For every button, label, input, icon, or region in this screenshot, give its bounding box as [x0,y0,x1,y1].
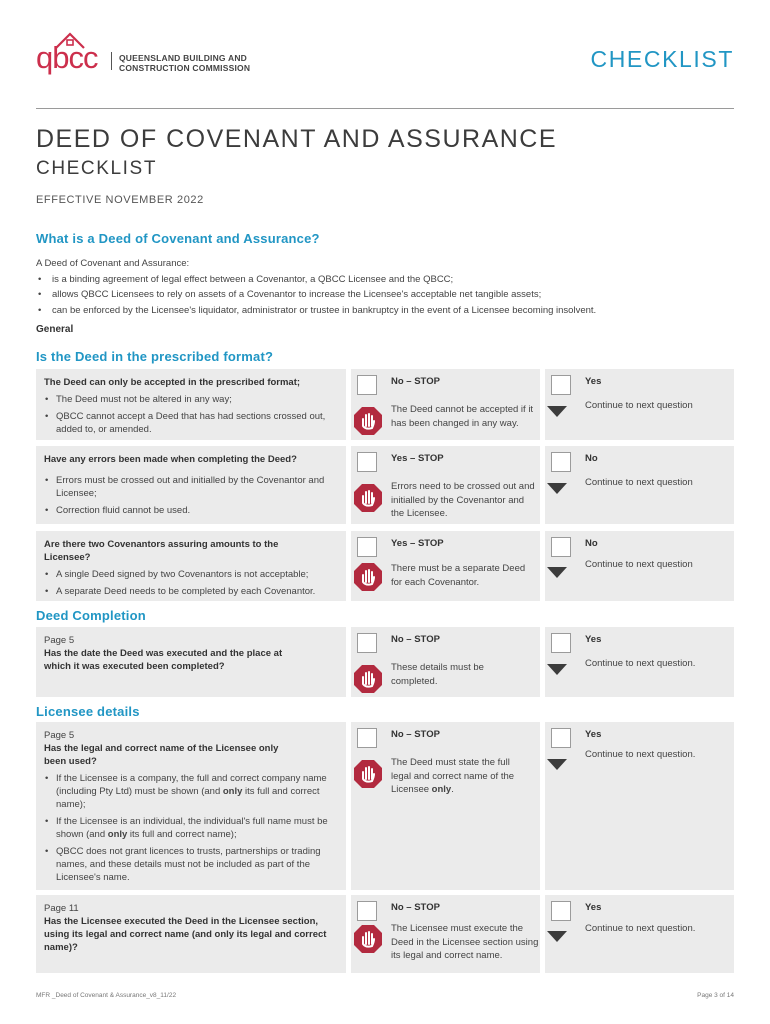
stop-text: There must be a separate Deed for each Covenantor. [391,563,526,588]
stop-checkbox[interactable] [357,537,377,557]
stop-text-start: The Deed must state the full legal and correct name of the Licensee [391,757,515,795]
stop-option [351,895,540,973]
stop-label: Yes – STOP [391,538,444,549]
stop-hand-icon [354,665,382,693]
continue-option [545,369,734,440]
intro-heading: What is a Deed of Covenant and Assurance? [36,231,320,246]
stop-hand-icon [354,407,382,435]
effective-date: EFFECTIVE NOVEMBER 2022 [36,194,204,206]
arrow-down-icon [547,931,567,942]
continue-text: Continue to next question [585,400,693,411]
arrow-down-icon [547,567,567,578]
checklist-row [36,531,734,601]
checklist-row [36,446,734,524]
stop-text: The Licensee must execute the Deed in the Licensee section using its legal and correct name. [391,923,539,961]
stop-hand-icon [354,760,382,788]
question-bullet [44,815,338,841]
question-bullet: • QBCC does not grant licences to trusts, partnerships or trading names, and these details must not be included as part of the Licensee's name. [44,845,338,884]
document-subtitle: CHECKLIST [36,158,158,179]
continue-checkbox[interactable] [551,633,571,653]
stop-option [351,722,540,890]
bullet-emphasis: only [222,786,243,797]
stop-text-emphasis: only [431,784,452,795]
stop-hand-icon [354,484,382,512]
stop-text [391,756,526,797]
continue-checkbox[interactable] [551,375,571,395]
continue-label: Yes [585,376,602,387]
question-bullet: • Errors must be crossed out and initialled by the Covenantor and Licensee; [44,474,338,500]
general-label: General [36,324,74,335]
checklist-row [36,895,734,973]
arrow-down-icon [547,759,567,770]
intro-lead: A Deed of Covenant and Assurance: [36,258,190,269]
continue-checkbox[interactable] [551,901,571,921]
continue-option [545,627,734,697]
stop-text-end: . [451,784,454,795]
page-reference: Page 11 [44,903,79,914]
section-heading-completion: Deed Completion [36,608,146,623]
question-bullet: • QBCC cannot accept a Deed that has had sections crossed out, added to, or amended. [44,410,338,436]
page-header [36,30,734,80]
continue-label: Yes [585,729,602,740]
stop-option [351,369,540,440]
question-cell [36,531,346,601]
intro-bullet: • allows QBCC Licensees to rely on assets of a Covenantor to increase the Licensee's acceptable net tangible assets; [36,287,736,303]
intro-body [36,256,736,318]
continue-text: Continue to next question [585,477,693,488]
continue-option [545,722,734,890]
question-bullet: • The Deed must not be altered in any way; [44,393,338,406]
checklist-row [36,369,734,440]
stop-label: No – STOP [391,729,440,740]
question-text: Has the date the Deed was executed and the place at which it was executed been completed? [44,648,283,672]
section-heading-licensee: Licensee details [36,704,140,719]
stop-checkbox[interactable] [357,633,377,653]
question-cell [36,446,346,524]
continue-label: No [585,453,598,464]
continue-text: Continue to next question. [585,658,696,669]
intro-list [36,272,736,319]
question-text: Has the Licensee executed the Deed in the Licensee section, using its legal and correct name (and only its legal and correct name)? [44,916,327,953]
continue-label: Yes [585,634,602,645]
bullet-text-end: its full and correct name); [127,829,237,840]
bullet-emphasis: only [107,829,128,840]
header-divider [36,108,734,109]
arrow-down-icon [547,664,567,675]
bullet-text-end: its full and correct name); [56,786,320,810]
stop-checkbox[interactable] [357,901,377,921]
question-bullet: • Correction fluid cannot be used. [44,504,338,517]
stop-text: The Deed cannot be accepted if it has been changed in any way. [391,404,534,429]
document-title: DEED OF COVENANT AND ASSURANCE [36,125,558,153]
continue-option [545,895,734,973]
stop-hand-icon [354,563,382,591]
stop-option [351,627,540,697]
checklist-row [36,722,734,890]
continue-label: Yes [585,902,602,913]
question-cell [36,722,346,890]
continue-option [545,446,734,524]
stop-checkbox[interactable] [357,375,377,395]
page-reference: Page 5 [44,635,75,646]
logo-line-2: CONSTRUCTION COMMISSION [119,63,251,73]
continue-checkbox[interactable] [551,728,571,748]
footer-document-id: MFR _Deed of Covenant & Assurance_v8_11/22 [36,992,177,999]
question-cell [36,627,346,697]
question-text: Has the legal and correct name of the Licensee only been used? [44,743,279,767]
stop-checkbox[interactable] [357,728,377,748]
section-heading-format: Is the Deed in the prescribed format? [36,349,274,364]
stop-option [351,531,540,601]
stop-hand-icon [354,925,382,953]
footer-page-number: Page 3 of 14 [697,992,734,999]
question-bullet: • A single Deed signed by two Covenantors is not acceptable; [44,568,338,581]
intro-bullet: • can be enforced by the Licensee's liquidator, administrator or trustee in bankruptcy in the event of a Licensee becoming insolvent. [36,303,736,319]
stop-option [351,446,540,524]
question-bullet: • A separate Deed needs to be completed by each Covenantor. [44,585,338,598]
continue-checkbox[interactable] [551,452,571,472]
continue-text: Continue to next question [585,559,693,570]
checklist-tag: CHECKLIST [590,46,734,72]
continue-option [545,531,734,601]
stop-label: No – STOP [391,902,440,913]
arrow-down-icon [547,406,567,417]
continue-text: Continue to next question. [585,749,696,760]
question-text: Have any errors been made when completing the Deed? [44,454,297,465]
checklist-row [36,627,734,697]
stop-text: Errors need to be crossed out and initialled by the Covenantor and the Licensee. [391,481,535,519]
stop-text: These details must be completed. [391,662,484,687]
stop-label: No – STOP [391,634,440,645]
continue-text: Continue to next question. [585,923,696,934]
question-cell [36,895,346,973]
question-cell [36,369,346,440]
bullet-text: If the Licensee is an individual, the individual's full name must be shown (and [56,816,328,840]
stop-checkbox[interactable] [357,452,377,472]
page-reference: Page 5 [44,730,75,741]
stop-label: Yes – STOP [391,453,444,464]
intro-bullet: • is a binding agreement of legal effect between a Covenantor, a QBCC Licensee and the QBCC; [36,272,736,288]
logo-line-1: QUEENSLAND BUILDING AND [119,53,248,63]
logo-org-name [119,53,250,73]
continue-checkbox[interactable] [551,537,571,557]
arrow-down-icon [547,483,567,494]
question-text: Are there two Covenantors assuring amounts to the Licensee? [44,539,279,563]
bullet-text: If the Licensee is a company, the full and correct company name (including Pty Ltd) must be shown (and [56,773,327,797]
logo-divider [111,52,112,70]
logo-wordmark: qbcc [36,40,98,75]
question-bullet [44,772,338,811]
continue-label: No [585,538,598,549]
question-text: The Deed can only be accepted in the prescribed format; [44,377,301,388]
stop-label: No – STOP [391,376,440,387]
qbcc-logo [36,30,286,80]
